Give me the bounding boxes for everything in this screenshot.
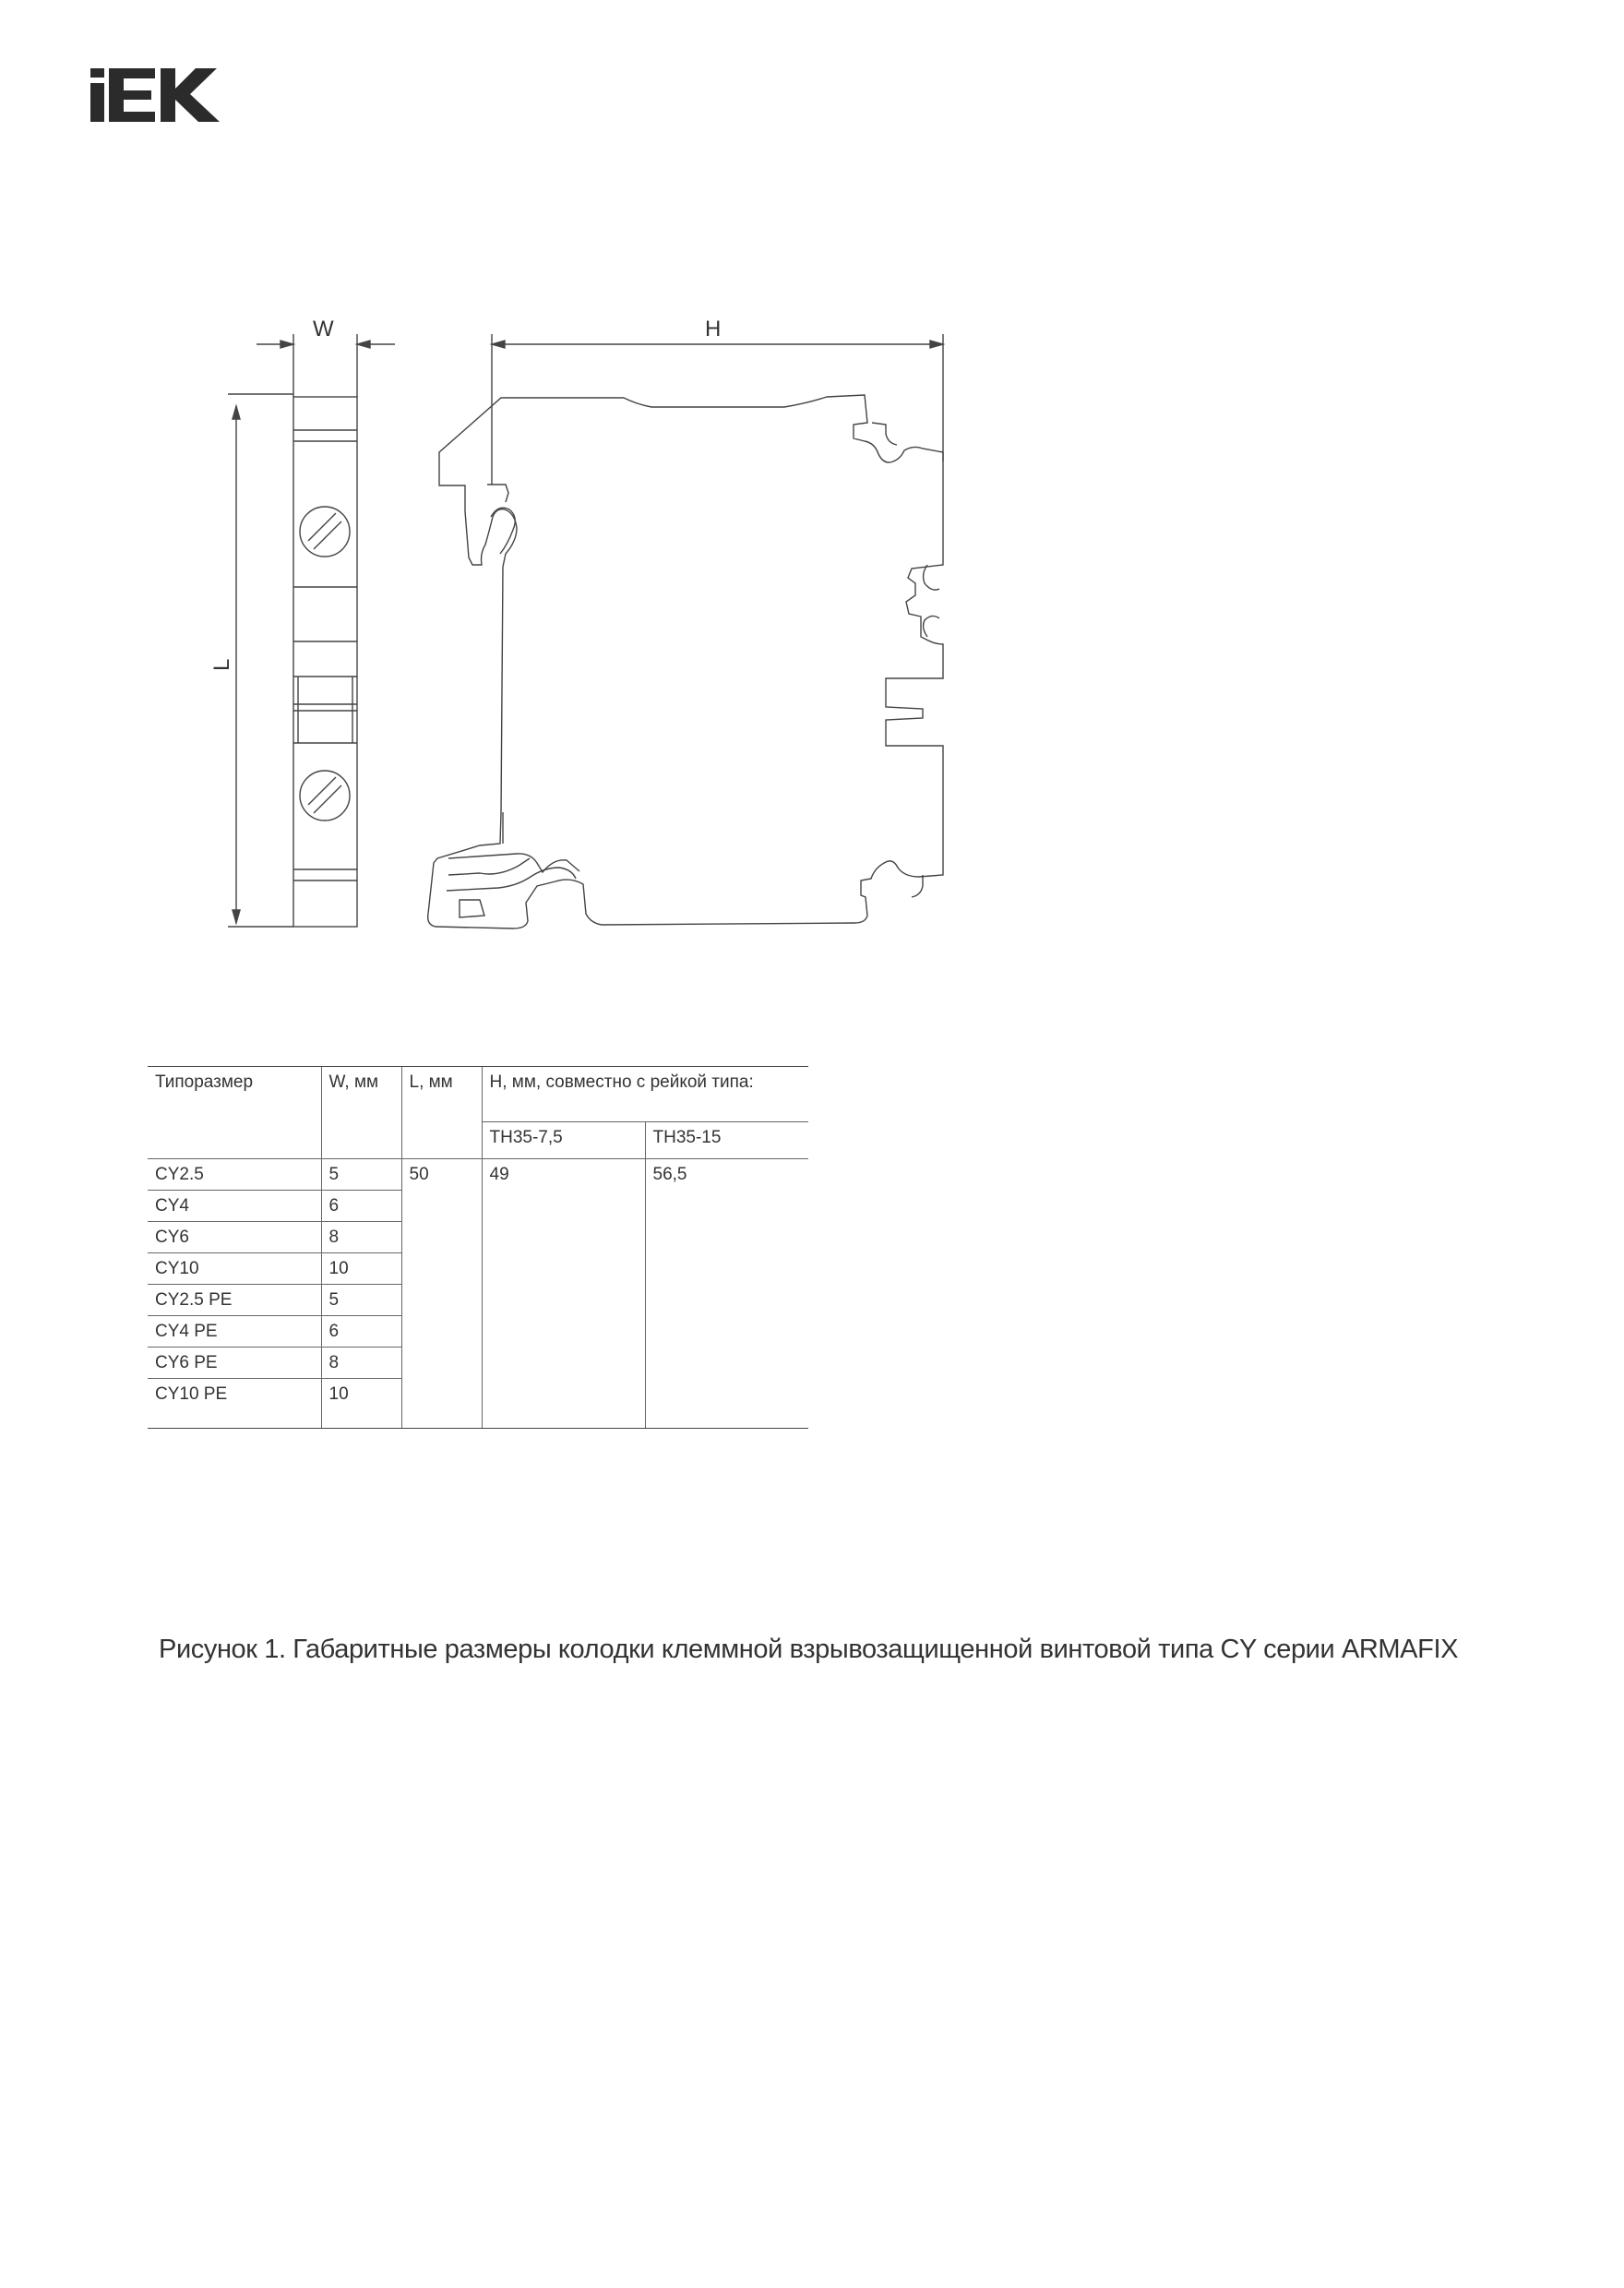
table-row — [148, 1159, 808, 1191]
cell-type: CY2.5 PE — [148, 1285, 321, 1316]
header-h2: TH35-15 — [645, 1122, 808, 1159]
cell-type: CY4 — [148, 1191, 321, 1222]
cell-type: CY10 — [148, 1253, 321, 1285]
header-type: Типоразмер — [148, 1067, 321, 1159]
cell-w: 5 — [321, 1159, 401, 1191]
cell-w: 5 — [321, 1285, 401, 1316]
header-w: W, мм — [321, 1067, 401, 1159]
height-label: H — [705, 317, 722, 341]
header-h-group: H, мм, совместно с рейкой типа: — [482, 1067, 808, 1122]
cell-w: 10 — [321, 1253, 401, 1285]
cell-w: 6 — [321, 1316, 401, 1348]
cell-l: 50 — [401, 1159, 482, 1429]
header-h1: TH35-7,5 — [482, 1122, 645, 1159]
cell-h2: 56,5 — [645, 1159, 808, 1429]
length-label: L — [209, 658, 234, 671]
cell-w: 10 — [321, 1379, 401, 1429]
cell-type: CY6 PE — [148, 1348, 321, 1379]
width-label: W — [313, 317, 334, 341]
cell-w: 8 — [321, 1222, 401, 1253]
figure-caption: Рисунок 1. Габаритные размеры колодки клеммной взрывозащищенной винтовой типа CY серии ARMAFIX — [159, 1635, 1459, 1664]
cell-type: CY4 PE — [148, 1316, 321, 1348]
cell-w: 6 — [321, 1191, 401, 1222]
cell-type: CY2.5 — [148, 1159, 321, 1191]
dimension-drawing — [0, 0, 1624, 1015]
header-l: L, мм — [401, 1067, 482, 1159]
cell-h1: 49 — [482, 1159, 645, 1429]
cell-w: 8 — [321, 1348, 401, 1379]
cell-type: CY6 — [148, 1222, 321, 1253]
cell-type: CY10 PE — [148, 1379, 321, 1429]
dimensions-table — [148, 1066, 808, 1429]
